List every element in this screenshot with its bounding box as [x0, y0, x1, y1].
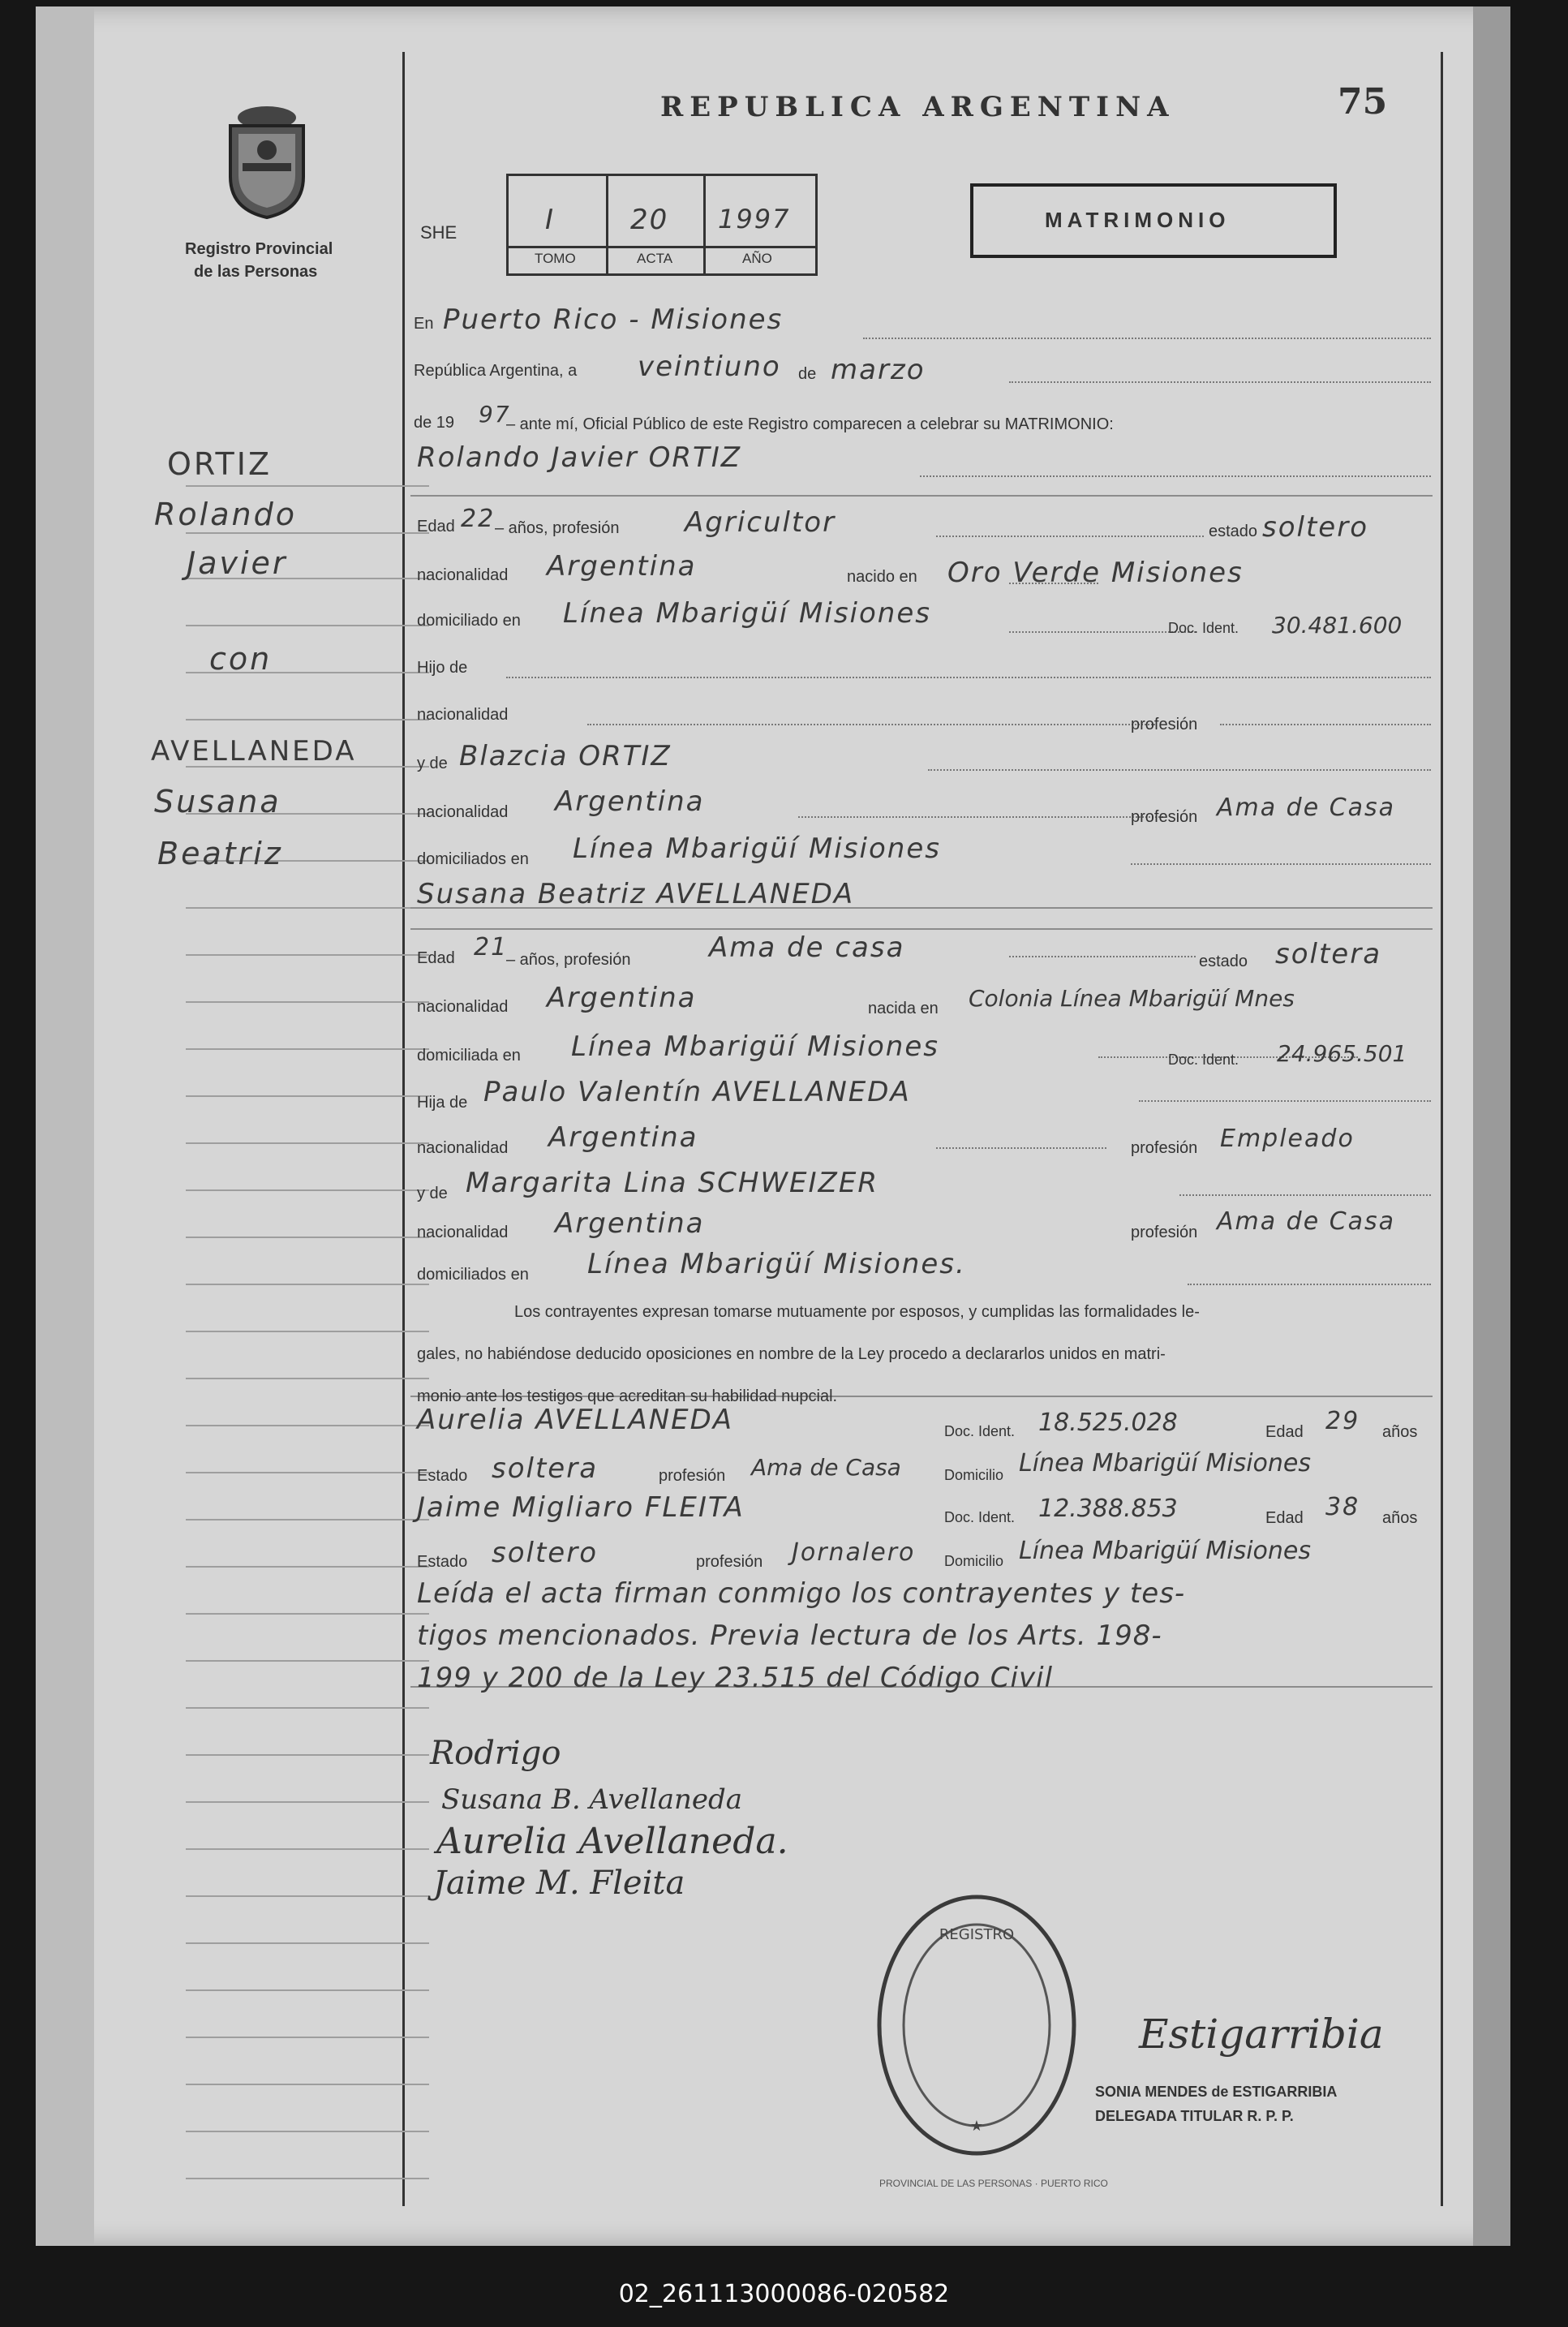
registry-number-box	[506, 174, 818, 276]
anio-value: 1997	[718, 204, 791, 234]
bride-doc: 24.965.501	[1277, 1040, 1407, 1067]
witness1-doc: 18.525.028	[1038, 1409, 1178, 1437]
witness1-doc-label: Doc. Ident.	[944, 1423, 1016, 1439]
bride-father-profession: Empleado	[1220, 1125, 1355, 1153]
bride-hija-label: Hija de	[417, 1094, 468, 1112]
witness1-anos: años	[1382, 1423, 1418, 1441]
bride-mother-nat-label: nacionalidad	[417, 1224, 509, 1241]
country-title: REPUBLICA ARGENTINA	[660, 91, 1175, 123]
groom-address: Línea Mbarigüí Misiones	[563, 597, 931, 630]
bride-father-prof-label: profesión	[1131, 1139, 1198, 1157]
witness2-address: Línea Mbarigüí Misiones	[1019, 1537, 1311, 1565]
groom-birthplace: Oro Verde Misiones	[947, 557, 1244, 589]
official-name: SONIA MENDES de ESTIGARRIBIA	[1095, 2084, 1338, 2100]
margin-groom-surname: ORTIZ	[167, 446, 272, 482]
groom-doc: 30.481.600	[1272, 612, 1403, 639]
registry-line-1: Registro Provincial	[185, 240, 333, 258]
bride-mother-profession: Ama de Casa	[1217, 1207, 1396, 1236]
witness1-edad-label: Edad	[1265, 1423, 1304, 1441]
stamp-text: PROVINCIAL DE LAS PERSONAS · PUERTO RICO	[879, 2178, 1108, 2189]
anio-label: AÑO	[742, 251, 772, 266]
margin-bride-surname: AVELLANEDA	[151, 735, 357, 768]
groom-hijo-label: Hijo de	[417, 659, 468, 677]
margin-groom-name2: Javier	[187, 545, 288, 581]
bride-father-nationality: Argentina	[548, 1121, 698, 1154]
witness2-name: Jaime Migliaro FLEITA	[417, 1491, 745, 1524]
groom-nacido-label: nacido en	[847, 568, 917, 586]
groom-domiciliado-label: domiciliado en	[417, 612, 521, 630]
bride-mother-prof-label: profesión	[1131, 1224, 1198, 1241]
bride-y-de-label: y de	[417, 1185, 448, 1202]
witness2-age: 38	[1325, 1493, 1360, 1521]
bride-nacionalidad-label: nacionalidad	[417, 998, 509, 1016]
witness1-name: Aurelia AVELLANEDA	[417, 1404, 734, 1436]
groom-full-name: Rolando Javier ORTIZ	[417, 441, 742, 474]
margin-divider-line	[402, 52, 405, 2206]
witness1-age: 29	[1325, 1407, 1360, 1435]
groom-parents-dom-label: domiciliados en	[417, 850, 529, 868]
closing-line-1: Leída el acta firman conmigo los contrayentes y tes-	[417, 1577, 1186, 1610]
marriage-place: Puerto Rico - Misiones	[443, 303, 784, 336]
intro-en-label: En	[414, 315, 434, 333]
intro-comparecen: – ante mí, Oficial Público de este Registro comparecen a celebrar su MATRIMONIO:	[506, 415, 1114, 433]
bride-father-name: Paulo Valentín AVELLANEDA	[483, 1076, 911, 1108]
intro-year-prefix: de 19	[414, 414, 455, 432]
statement-line-3: monio ante los testigos que acreditan su habilidad nupcial.	[417, 1387, 838, 1405]
groom-father-prof-label: profesión	[1131, 716, 1198, 733]
margin-conjunction: con	[209, 641, 273, 677]
groom-mother-nat-label: nacionalidad	[417, 803, 509, 821]
bride-full-name: Susana Beatriz AVELLANEDA	[417, 878, 855, 910]
witness2-doc: 12.388.853	[1038, 1495, 1178, 1523]
groom-mother-nationality: Argentina	[555, 785, 705, 818]
groom-father-nat-label: nacionalidad	[417, 706, 509, 724]
groom-doc-label: Doc. Ident.	[1168, 620, 1239, 636]
witness2-profesion-label: profesión	[696, 1553, 763, 1571]
record-type-box	[970, 183, 1337, 258]
record-type: MATRIMONIO	[1045, 208, 1231, 232]
bride-civil-status: soltera	[1275, 938, 1382, 970]
page-number: 75	[1338, 81, 1388, 123]
groom-estado-label: estado	[1209, 523, 1258, 540]
bride-mother-name: Margarita Lina SCHWEIZER	[466, 1167, 879, 1199]
statement-line-1: Los contrayentes expresan tomarse mutuamente por esposos, y cumplidas las formalidades le-	[514, 1303, 1200, 1321]
page-binding	[36, 6, 94, 2246]
witness2-civil-status: soltero	[492, 1537, 598, 1569]
signature-1: Rodrigo	[430, 1735, 561, 1772]
marriage-year-suffix: 97	[479, 401, 511, 428]
bride-doc-label: Doc. Ident.	[1168, 1052, 1239, 1068]
right-frame-line	[1441, 52, 1443, 2206]
groom-civil-status: soltero	[1262, 511, 1368, 544]
groom-profession: Agricultor	[685, 506, 836, 539]
bride-address: Línea Mbarigüí Misiones	[571, 1030, 939, 1063]
margin-bride-name1: Susana	[154, 784, 281, 819]
intro-de-label: de	[798, 365, 817, 383]
groom-age: 22	[461, 505, 496, 533]
witness2-profession: Jornalero	[792, 1538, 916, 1567]
witness1-civil-status: soltera	[492, 1452, 599, 1485]
page-edge	[1473, 6, 1510, 2246]
coat-of-arms-icon	[218, 100, 316, 222]
bride-father-nat-label: nacionalidad	[417, 1139, 509, 1157]
margin-groom-name1: Rolando	[154, 497, 297, 532]
groom-mother-profession: Ama de Casa	[1217, 794, 1396, 822]
official-title: DELEGADA TITULAR R. P. P.	[1095, 2108, 1294, 2124]
bride-estado-label: estado	[1199, 953, 1248, 970]
bride-edad-label: Edad	[417, 949, 455, 967]
registry-line-2: de las Personas	[194, 263, 318, 281]
groom-edad-label: Edad	[417, 518, 455, 536]
bride-birthplace: Colonia Línea Mbarigüí Mnes	[969, 985, 1295, 1012]
bride-parents-dom-label: domiciliados en	[417, 1266, 529, 1284]
groom-nationality: Argentina	[547, 550, 697, 583]
svg-text:★: ★	[969, 2118, 984, 2135]
groom-anos-profesion-label: – años, profesión	[495, 519, 620, 537]
groom-parents-address: Línea Mbarigüí Misiones	[573, 832, 941, 865]
acta-value: 20	[630, 204, 669, 236]
tomo-label: TOMO	[535, 251, 576, 266]
margin-bride-name2: Beatriz	[157, 836, 283, 871]
marriage-month: marzo	[831, 354, 926, 386]
statement-line-2: gales, no habiéndose deducido oposiciones en nombre de la Ley procedo a declararlos unidos en matri-	[417, 1345, 1166, 1363]
official-stamp-icon	[863, 1887, 1090, 2171]
bride-nationality: Argentina	[547, 982, 697, 1014]
witness2-edad-label: Edad	[1265, 1509, 1304, 1527]
she-label: SHE	[420, 222, 458, 243]
witness2-estado-label: Estado	[417, 1553, 468, 1571]
witness2-domicilio-label: Domicilio	[944, 1553, 1004, 1569]
signature-4: Jaime M. Fleita	[433, 1865, 685, 1902]
bride-profession: Ama de casa	[709, 931, 905, 964]
groom-mother-name: Blazcia ORTIZ	[459, 740, 672, 772]
bride-anos-profesion-label: – años, profesión	[506, 951, 631, 969]
closing-line-3: 199 y 200 de la Ley 23.515 del Código Civil	[417, 1662, 1054, 1694]
tomo-value: I	[545, 204, 556, 236]
svg-text:REGISTRO: REGISTRO	[939, 1926, 1015, 1943]
witness2-doc-label: Doc. Ident.	[944, 1509, 1016, 1525]
groom-mother-prof-label: profesión	[1131, 808, 1198, 826]
register-page	[36, 6, 1510, 2246]
witness2-anos: años	[1382, 1509, 1418, 1527]
groom-nacionalidad-label: nacionalidad	[417, 566, 509, 584]
groom-y-de-label: y de	[417, 755, 448, 772]
signature-2: Susana B. Avellaneda	[441, 1783, 743, 1816]
signature-3: Aurelia Avellaneda.	[436, 1821, 788, 1862]
witness1-domicilio-label: Domicilio	[944, 1467, 1004, 1483]
witness1-estado-label: Estado	[417, 1467, 468, 1485]
official-signature: Estigarribia	[1139, 2011, 1384, 2058]
acta-label: ACTA	[637, 251, 673, 266]
witness1-profesion-label: profesión	[659, 1467, 726, 1485]
bride-mother-nationality: Argentina	[555, 1207, 705, 1240]
bride-nacida-label: nacida en	[868, 1000, 939, 1017]
closing-line-2: tigos mencionados. Previa lectura de los Arts. 198-	[417, 1619, 1162, 1652]
bride-parents-address: Línea Mbarigüí Misiones.	[587, 1248, 966, 1280]
scan-id-footer: 02_261113000086-020582	[618, 2280, 950, 2308]
intro-republica-label: República Argentina, a	[414, 362, 578, 380]
bride-age: 21	[474, 933, 509, 961]
witness1-profession: Ama de Casa	[751, 1454, 901, 1481]
witness1-address: Línea Mbarigüí Misiones	[1019, 1449, 1311, 1477]
marriage-day: veintiuno	[638, 351, 781, 383]
bride-domiciliada-label: domiciliada en	[417, 1047, 521, 1065]
